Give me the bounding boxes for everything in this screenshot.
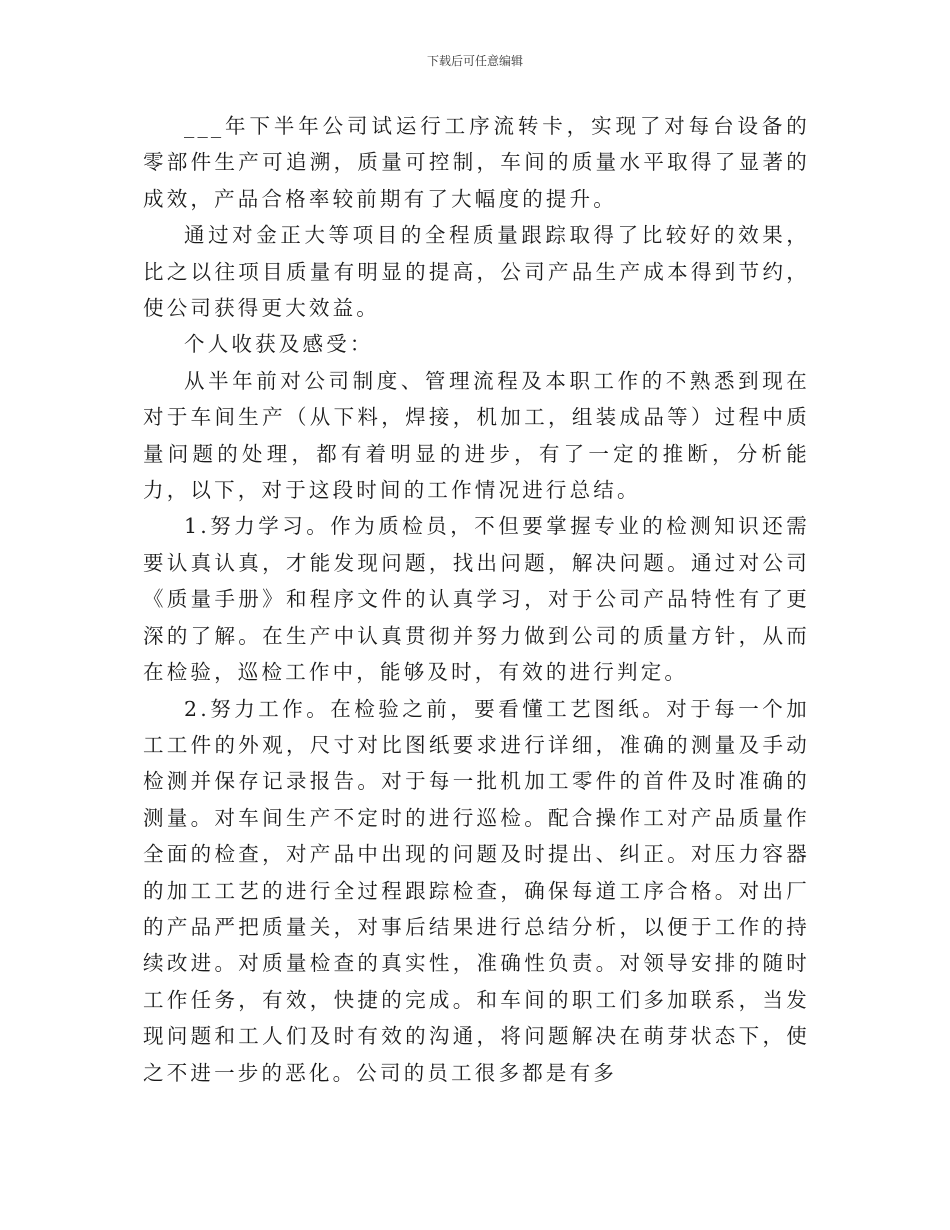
section-heading-personal-gains: 个人收获及感受： bbox=[184, 332, 374, 357]
paragraph-progress-summary: 从半年前对公司制度、管理流程及本职工作的不熟悉到现在对于车间生产（从下料，焊接，机加工，组装成品等）过程中质量问题的处理，都有着明显的进步，有了一定的推断，分析能力，以下，对于这段时间的工作情况进行总结。 bbox=[143, 368, 810, 503]
document-body bbox=[143, 108, 810, 1091]
paragraph-work-hard: 2.努力工作。在检验之前，要看懂工艺图纸。对于每一个加工工件的外观，尺寸对比图纸要求进行详细，准确的测量及手动检测并保存记录报告。对于每一批机加工零件的首件及时准确的测量。对车间生产不定时的进行巡检。配合操作工对产品质量作全面的检查，对产品中出现的问题及时提出、纠正。对压力容器的加工工艺的进行全过程跟踪检查，确保每道工序合格。对出厂的产品严把质量关，对事后结果进行总结分析，以便于工作的持续改进。对质量检查的真实性，准确性负责。对领导安排的随时工作任务，有效，快捷的完成。和车间的职工们多加联系，当发现问题和工人们及时有效的沟通，将问题解决在萌芽状态下，使之不进一步的恶化。公司的员工很多都是有多 bbox=[143, 696, 810, 1085]
paragraph-study-hard: 1.努力学习。作为质检员，不但要掌握专业的检测知识还需要认真认真，才能发现问题，找出问题，解决问题。通过对公司《质量手册》和程序文件的认真学习，对于公司产品特性有了更深的了解。在生产中认真贯彻并努力做到公司的质量方针，从而在检验，巡检工作中，能够及时，有效的进行判定。 bbox=[143, 514, 810, 685]
page-header-note: 下载后可任意编辑 bbox=[426, 54, 523, 68]
paragraph-quality-tracking: 通过对金正大等项目的全程质量跟踪取得了比较好的效果，比之以往项目质量有明显的提高，公司产品生产成本得到节约，使公司获得更大效益。 bbox=[143, 223, 810, 321]
paragraph-process-card: ___年下半年公司试运行工序流转卡，实现了对每台设备的零部件生产可追溯，质量可控制，车间的质量水平取得了显著的成效，产品合格率较前期有了大幅度的提升。 bbox=[143, 114, 810, 211]
